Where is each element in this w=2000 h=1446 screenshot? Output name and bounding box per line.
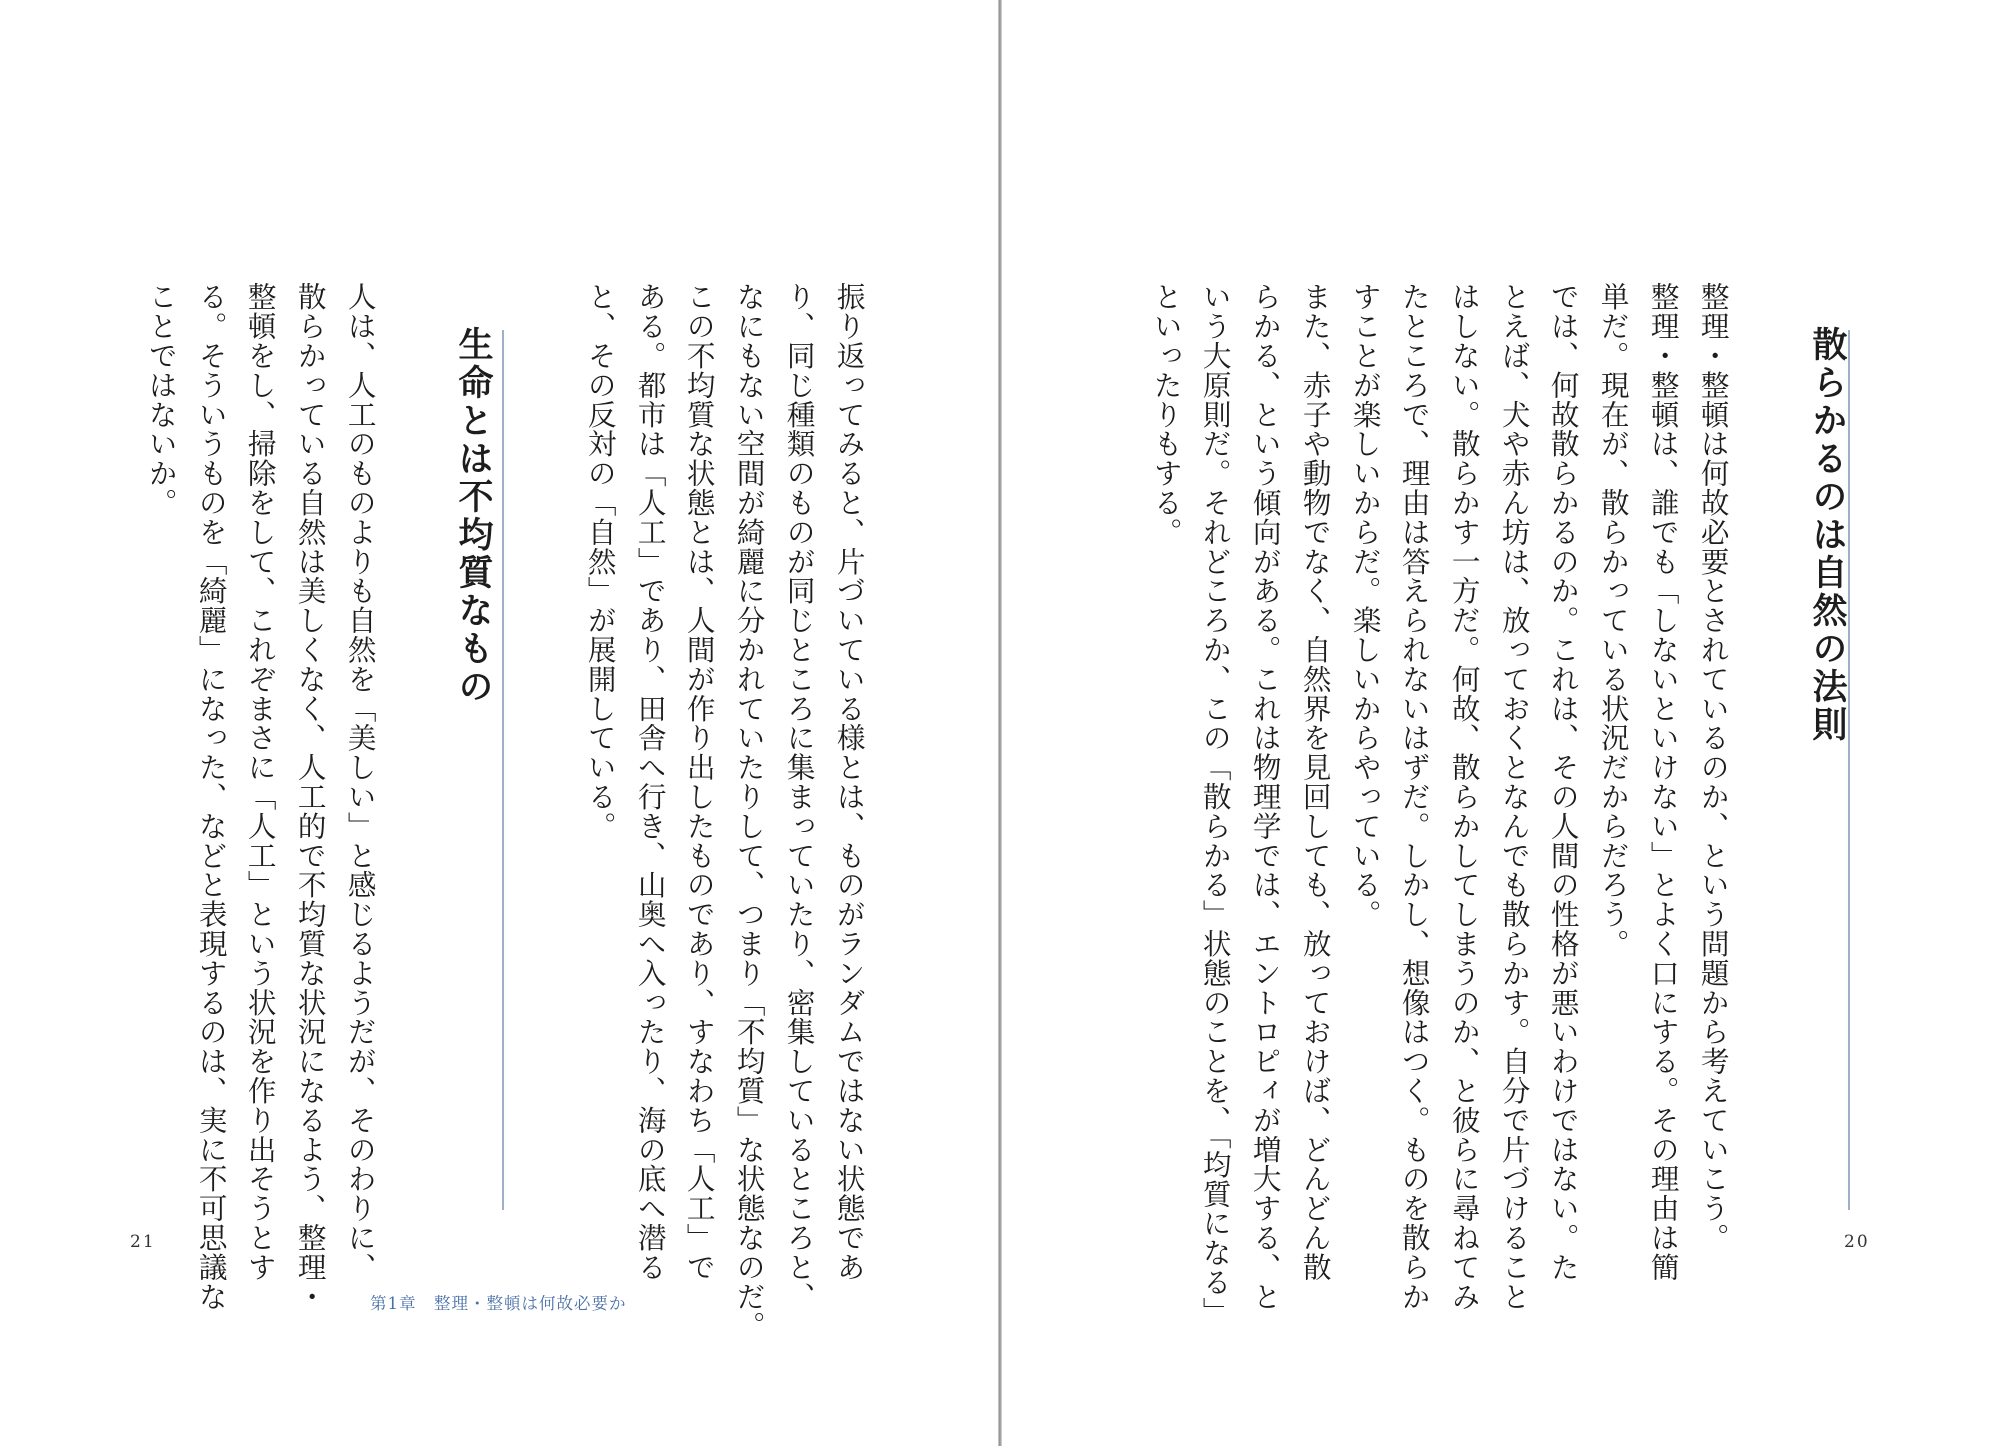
text-line: この不均質な状態とは、人間が作り出したものであり、すなわち「人工」で bbox=[682, 282, 717, 1282]
text-line: る。そういうものを「綺麗」になった、などと表現するのは、実に不可思議な bbox=[194, 282, 229, 1311]
text-line: といったりもする。 bbox=[1149, 282, 1184, 547]
text-line: では、何故散らかるのか。これは、その人間の性格が悪いわけではない。た bbox=[1546, 282, 1581, 1282]
text-line: 整頓をし、掃除をして、これぞまさに「人工」という状況を作り出そうとす bbox=[243, 282, 278, 1282]
page-number: 20 bbox=[1844, 1232, 1870, 1252]
running-head: 第1章 整理・整頓は何故必要か bbox=[370, 1294, 627, 1313]
text-line: とえば、犬や赤ん坊は、放っておくとなんでも散らかす。自分で片づけること bbox=[1497, 282, 1532, 1311]
text-line: り、同じ種類のものが同じところに集まっていたり、密集しているところと、 bbox=[782, 282, 817, 1311]
text-line: すことが楽しいからだ。楽しいからやっている。 bbox=[1348, 282, 1383, 929]
book-gutter bbox=[998, 0, 1002, 1446]
text-line: と、その反対の「自然」が展開している。 bbox=[583, 282, 618, 841]
text-line: 振り返ってみると、片づいている様とは、ものがランダムではない状態であ bbox=[832, 282, 867, 1282]
text-line: いう大原則だ。それどころか、この「散らかる」状態のことを、「均質になる」 bbox=[1198, 282, 1233, 1327]
text-line: 人は、人工のものよりも自然を「美しい」と感じるようだが、そのわりに、 bbox=[343, 282, 378, 1282]
text-line: なにもない空間が綺麗に分かれていたりして、つまり「不均質」な状態なのだ。 bbox=[732, 282, 767, 1341]
text-line: ある。都市は「人工」であり、田舎へ行き、山奥へ入ったり、海の底へ潜る bbox=[633, 282, 668, 1282]
text-line: また、赤子や動物でなく、自然界を見回しても、放っておけば、どんどん散 bbox=[1298, 282, 1333, 1282]
text-line: 単だ。現在が、散らかっている状況だからだろう。 bbox=[1596, 282, 1631, 959]
section-heading: 散らかるのは自然の法則 bbox=[1807, 326, 1848, 744]
text-line: はしない。散らかす一方だ。何故、散らかしてしまうのか、と彼らに尋ねてみ bbox=[1447, 282, 1482, 1311]
right-page bbox=[1002, 0, 2000, 1446]
page-number: 21 bbox=[130, 1232, 156, 1252]
text-line: らかる、という傾向がある。これは物理学では、エントロピィが増大する、と bbox=[1248, 282, 1283, 1311]
text-line: 整理・整頓は、誰でも「しないといけない」とよく口にする。その理由は簡 bbox=[1646, 282, 1681, 1282]
heading-rule bbox=[502, 330, 504, 1210]
section-heading: 生命とは不均質なもの bbox=[453, 326, 494, 706]
text-line: 散らかっている自然は美しくなく、人工的で不均質な状況になるよう、整理・ bbox=[293, 282, 328, 1311]
text-line: たところで、理由は答えられないはずだ。しかし、想像はつく。ものを散らか bbox=[1397, 282, 1432, 1311]
left-page bbox=[0, 0, 998, 1446]
text-line: 整理・整頓は何故必要とされているのか、という問題から考えていこう。 bbox=[1696, 282, 1731, 1253]
text-line: ことではないか。 bbox=[144, 282, 179, 518]
